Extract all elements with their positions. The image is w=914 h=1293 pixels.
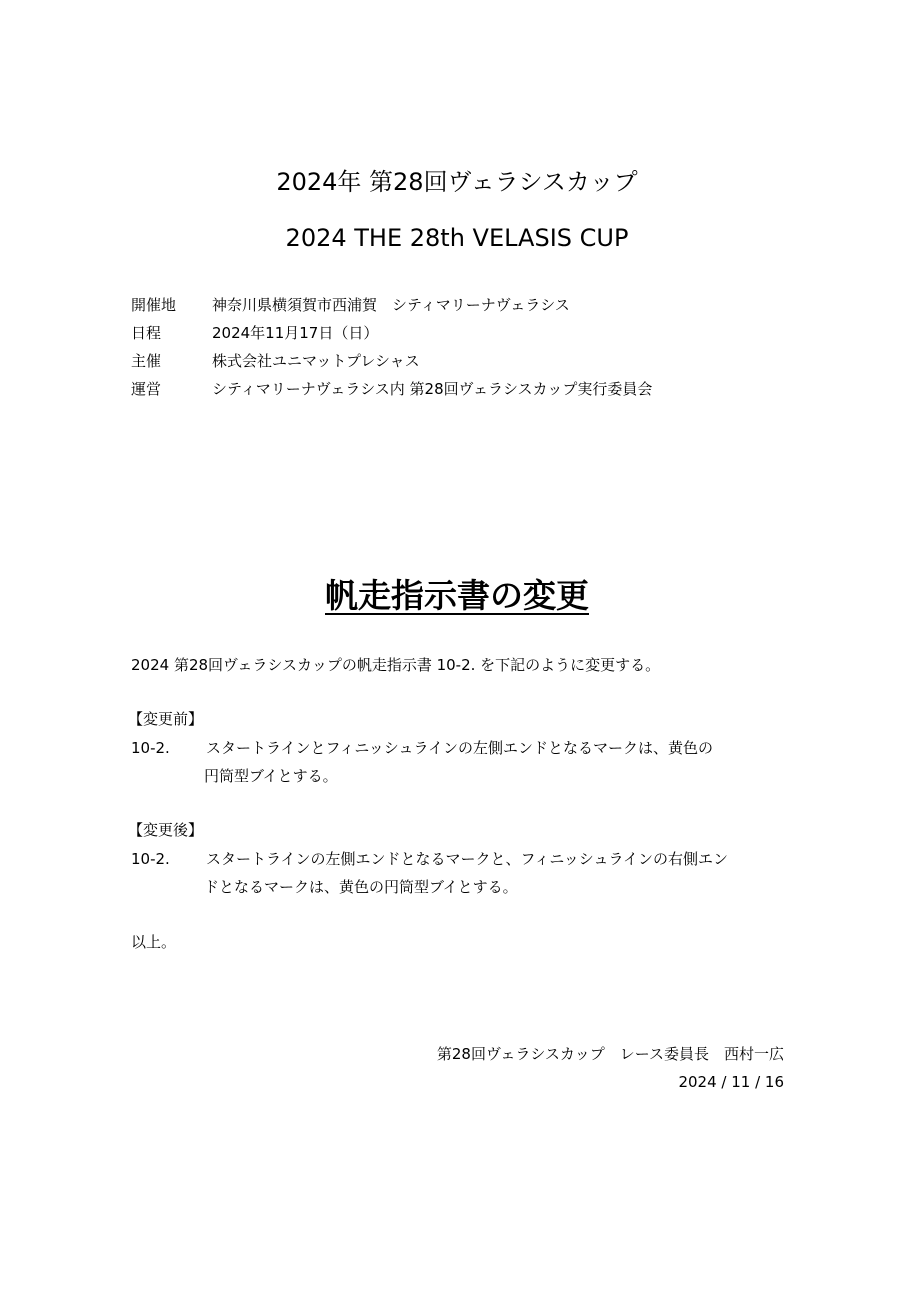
info-value-organizer: 株式会社ユニマットプレシャス (212, 352, 420, 370)
info-value-venue: 神奈川県横須賀市西浦賀 シティマリーナヴェラシス (212, 296, 570, 314)
before-change-label: 【変更前】 (128, 710, 204, 728)
info-value-date: 2024年11月17日（日） (212, 324, 379, 342)
info-value-operator: シティマリーナヴェラシス内 第28回ヴェラシスカップ実行委員会 (212, 380, 653, 398)
before-clause-number: 10-2. (131, 739, 170, 757)
before-clause-line1: スタートラインとフィニッシュラインの左側エンドとなるマークは、黄色の (206, 739, 714, 757)
closing-text: 以上。 (131, 933, 177, 951)
info-label-date: 日程 (131, 324, 162, 342)
after-change-label: 【変更後】 (128, 821, 204, 839)
notice-intro: 2024 第28回ヴェラシスカップの帆走指示書 10-2. を下記のように変更する。 (131, 656, 661, 674)
after-clause-number: 10-2. (131, 850, 170, 868)
signature-date: 2024 / 11 / 16 (678, 1073, 784, 1091)
info-label-operator: 運営 (131, 380, 162, 398)
info-label-venue: 開催地 (131, 296, 177, 314)
document-title-english: 2024 THE 28th VELASIS CUP (285, 224, 629, 252)
document-title-japanese: 2024年 第28回ヴェラシスカップ (276, 168, 638, 196)
after-clause-line1: スタートラインの左側エンドとなるマークと、フィニッシュラインの右側エン (206, 850, 729, 868)
after-clause-line2: ドとなるマークは、黄色の円筒型ブイとする。 (204, 878, 518, 896)
before-clause-line2: 円筒型ブイとする。 (204, 767, 338, 785)
notice-heading: 帆走指示書の変更 (325, 576, 589, 615)
signature-name: 第28回ヴェラシスカップ レース委員長 西村一広 (436, 1045, 784, 1063)
info-label-organizer: 主催 (131, 352, 162, 370)
